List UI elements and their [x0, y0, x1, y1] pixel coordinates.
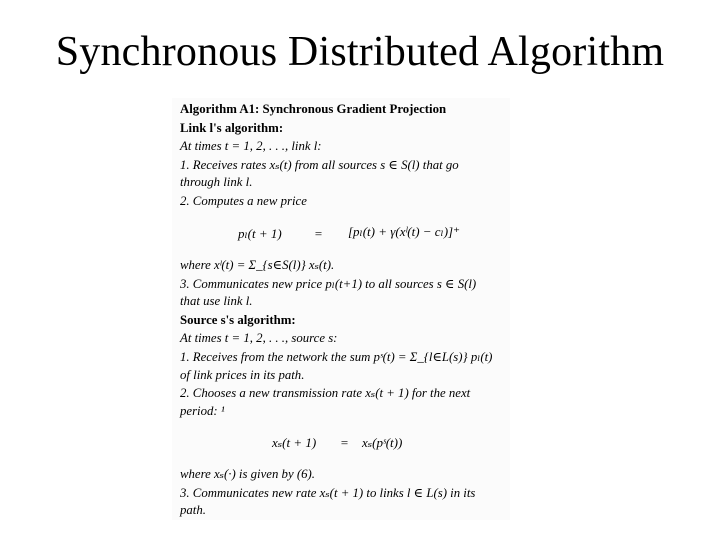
- link-section-heading: Link l's algorithm:: [180, 121, 284, 135]
- source-times: At times t = 1, 2, . . ., source s:: [180, 331, 338, 345]
- source-step2-line1: 2. Chooses a new transmission rate xₛ(t + 1) for the next: [180, 386, 471, 400]
- algorithm-box: [172, 98, 510, 520]
- source-equation-rhs: xₛ(pˢ(t)): [362, 435, 403, 450]
- source-step3-line2: path.: [180, 503, 206, 517]
- link-step3-line2: that use link l.: [180, 294, 253, 308]
- link-step2: 2. Computes a new price: [180, 194, 307, 208]
- source-step2-line2: period: ¹: [180, 404, 225, 418]
- link-step1-line2: through link l.: [180, 175, 253, 189]
- link-equation-rhs: [pₗ(t) + γ(xˡ(t) − cₗ)]⁺: [348, 224, 460, 239]
- link-equation-equals: =: [314, 226, 323, 241]
- link-where: where xˡ(t) = Σ_{s∈S(l)} xₛ(t).: [180, 258, 335, 272]
- algorithm-heading: Algorithm A1: Synchronous Gradient Projection: [180, 102, 447, 116]
- link-step1-line1: 1. Receives rates xₛ(t) from all sources s ∈ S(l) that go: [180, 158, 459, 172]
- source-equation-equals: =: [340, 435, 349, 450]
- link-times: At times t = 1, 2, . . ., link l:: [180, 139, 322, 153]
- link-step3-line1: 3. Communicates new price pₗ(t+1) to all sources s ∈ S(l): [180, 277, 477, 291]
- link-equation-lhs: pₗ(t + 1): [238, 226, 282, 241]
- source-step3-line1: 3. Communicates new rate xₛ(t + 1) to links l ∈ L(s) in its: [180, 486, 476, 500]
- source-where: where xₛ(·) is given by (6).: [180, 467, 315, 481]
- source-section-heading: Source s's algorithm:: [180, 313, 296, 327]
- source-step1-line1: 1. Receives from the network the sum pˢ(t) = Σ_{l∈L(s)} pₗ(t): [180, 350, 493, 364]
- source-equation-lhs: xₛ(t + 1): [272, 435, 317, 450]
- slide-title: Synchronous Distributed Algorithm: [55, 29, 665, 75]
- source-step1-line2: of link prices in its path.: [180, 368, 305, 382]
